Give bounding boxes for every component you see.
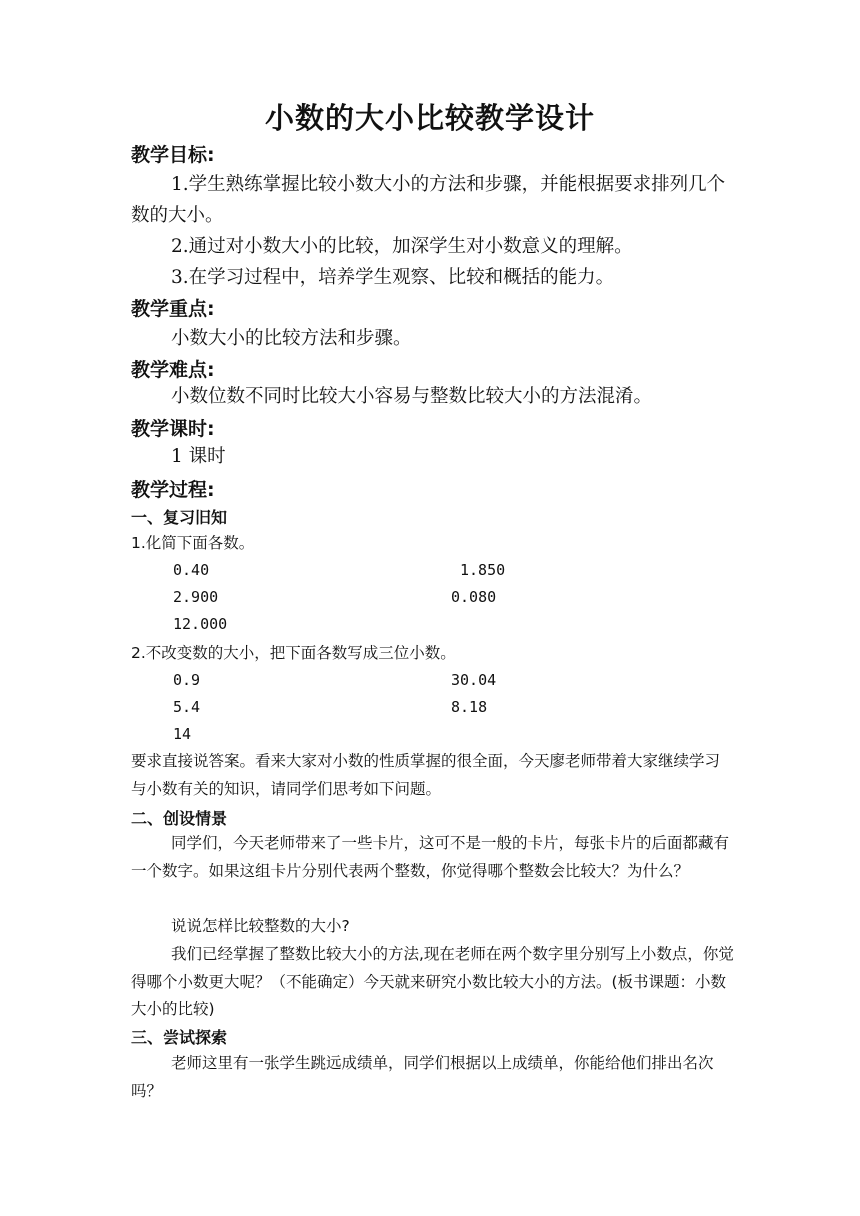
review-number: 2.900 bbox=[173, 588, 219, 606]
review-question-1: 1.化简下面各数。 bbox=[131, 534, 255, 552]
objectives-heading: 教学目标: bbox=[131, 144, 215, 166]
difficulty-heading: 教学难点: bbox=[131, 359, 215, 381]
review-number: 0.080 bbox=[451, 588, 497, 606]
process-heading: 教学过程: bbox=[131, 479, 215, 501]
review-number: 5.4 bbox=[173, 698, 201, 716]
key-point-text: 小数大小的比较方法和步骤。 bbox=[171, 328, 412, 349]
scenario-paragraph-2: 说说怎样比较整数的大小? bbox=[171, 917, 350, 935]
scenario-paragraph-3: 我们已经掌握了整数比较大小的方法,现在老师在两个数字里分别写上小数点，你觉得哪个小数更大呢？（不能确定）今天就来研究小数比较大小的方法。(板书课题：小数大小的比较) bbox=[131, 945, 734, 1018]
difficulty-text: 小数位数不同时比较大小容易与整数比较大小的方法混淆。 bbox=[171, 386, 653, 407]
key-point-heading: 教学重点: bbox=[131, 298, 215, 320]
section-explore-heading: 三、尝试探索 bbox=[131, 1028, 228, 1047]
scenario-paragraph-1: 同学们，今天老师带来了一些卡片，这可不是一般的卡片，每张卡片的后面都藏有一个数字。如果这组卡片分别代表两个整数，你觉得哪个整数会比较大？为什么？ bbox=[131, 834, 730, 880]
review-number: 0.40 bbox=[173, 561, 210, 579]
hours-heading: 教学课时: bbox=[131, 418, 215, 440]
review-number: 12.000 bbox=[173, 615, 228, 633]
review-number: 1.850 bbox=[460, 561, 506, 579]
objective-item-1: 1.学生熟练掌握比较小数大小的方法和步骤，并能根据要求排列几个数的大小。 bbox=[131, 174, 726, 226]
review-question-2: 2.不改变数的大小，把下面各数写成三位小数。 bbox=[131, 644, 456, 662]
objective-item-2: 2.通过对小数大小的比较，加深学生对小数意义的理解。 bbox=[171, 236, 633, 257]
document-title: 小数的大小比较教学设计 bbox=[264, 101, 595, 135]
review-closing-paragraph: 要求直接说答案。看来大家对小数的性质掌握的很全面，今天廖老师带着大家继续学习与小数有关的知识，请同学们思考如下问题。 bbox=[131, 752, 721, 798]
section-review-heading: 一、复习旧知 bbox=[131, 508, 228, 527]
review-number: 14 bbox=[173, 725, 192, 743]
review-number: 8.18 bbox=[451, 698, 488, 716]
hours-text: 1 课时 bbox=[171, 446, 226, 467]
explore-paragraph-1: 老师这里有一张学生跳远成绩单，同学们根据以上成绩单，你能给他们排出名次吗？ bbox=[131, 1054, 714, 1100]
review-number: 30.04 bbox=[451, 671, 497, 689]
section-scenario-heading: 二、创设情景 bbox=[131, 809, 228, 828]
objective-item-3: 3.在学习过程中，培养学生观察、比较和概括的能力。 bbox=[171, 267, 615, 288]
review-number: 0.9 bbox=[173, 671, 201, 689]
